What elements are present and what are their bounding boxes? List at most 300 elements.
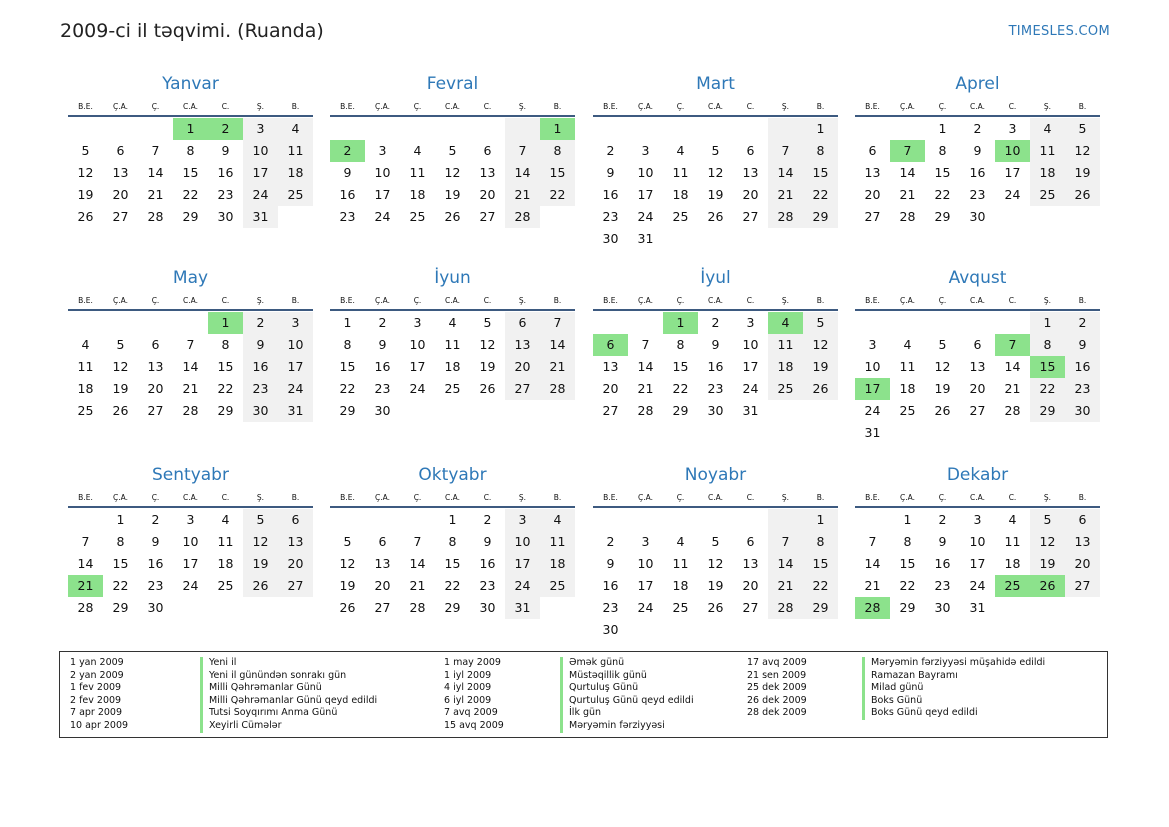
day-cell: 12 (1065, 140, 1100, 162)
day-cell: 19 (1030, 553, 1065, 575)
day-cell: 8 (1030, 334, 1065, 356)
day-cell: 12 (1030, 531, 1065, 553)
weekday-label: C.A. (707, 493, 723, 502)
day-cell: 6 (483, 143, 492, 158)
day-cell: 21 (768, 184, 803, 206)
day-cell: 18 (444, 359, 461, 374)
day-cell: 10 (505, 531, 540, 553)
day-cell: 6 (505, 312, 540, 334)
day-cell: 11 (77, 359, 94, 374)
day-cell: 27 (1065, 575, 1100, 597)
day-cell: 28 (768, 597, 803, 619)
legend-date: 7 avq 2009 (444, 707, 498, 719)
day-cell: 28 (1004, 403, 1021, 418)
day-cell: 13 (1065, 531, 1100, 553)
day-cell: 19 (339, 578, 356, 593)
weekday-label: B. (816, 296, 825, 305)
day-cell: 12 (112, 359, 129, 374)
day-cell: 17 (637, 578, 654, 593)
weekday-header (593, 102, 838, 117)
weekday-label: C.A. (969, 296, 985, 305)
weekday-label: Ş. (518, 102, 527, 111)
day-cell: 25 (409, 209, 426, 224)
day-cell: 10 (969, 534, 986, 549)
day-cell: 15 (899, 556, 916, 571)
empty-day-cell (768, 509, 803, 531)
empty-day-cell (698, 118, 733, 140)
day-cell: 24 (182, 578, 199, 593)
month-block (593, 73, 838, 250)
day-cell: 8 (540, 140, 575, 162)
day-cell: 6 (868, 143, 877, 158)
day-cell: 29 (444, 600, 461, 615)
day-cell: 18 (77, 381, 94, 396)
day-cell: 1 (938, 121, 947, 136)
day-cell: 2 (483, 512, 492, 527)
day-cell: 19 (243, 553, 278, 575)
month-name: İyun (434, 268, 471, 288)
day-cell: 8 (116, 534, 125, 549)
day-cell: 31 (278, 400, 313, 422)
day-cell: 20 (112, 187, 129, 202)
day-cell: 25 (278, 184, 313, 206)
day-cell: 23 (243, 378, 278, 400)
holiday-day-cell: 2 (330, 140, 365, 162)
day-cell: 26 (339, 600, 356, 615)
day-cell: 5 (343, 534, 352, 549)
day-cell: 7 (505, 140, 540, 162)
day-cell: 31 (637, 231, 654, 246)
day-cell: 4 (1008, 512, 1017, 527)
day-cell: 20 (1065, 553, 1100, 575)
holiday-day-cell: 28 (855, 597, 890, 619)
legend-holiday-name: Məryəmin fərziyyəsi müşahidə edildi (862, 657, 1045, 670)
empty-day-cell (855, 118, 890, 140)
empty-day-cell (138, 118, 173, 140)
weekday-label: B.E. (78, 493, 93, 502)
empty-day-cell (435, 118, 470, 140)
legend-holiday-name: Xeyirli Cümələr (200, 720, 377, 733)
empty-day-cell (470, 118, 505, 140)
day-cell: 2 (606, 143, 615, 158)
weekday-label: B. (291, 102, 300, 111)
day-cell: 8 (448, 534, 457, 549)
day-cell: 3 (973, 512, 982, 527)
day-cell: 24 (374, 209, 391, 224)
weekday-header (68, 296, 313, 311)
day-cell: 13 (374, 556, 391, 571)
day-cell: 13 (479, 165, 496, 180)
weekday-label: B. (291, 493, 300, 502)
day-cell: 3 (186, 512, 195, 527)
day-cell: 29 (112, 600, 129, 615)
weekday-label: Ç.A. (374, 296, 390, 305)
day-cell: 8 (938, 143, 947, 158)
day-cell: 29 (803, 206, 838, 228)
weekday-label: Ş. (256, 296, 265, 305)
weekday-header (593, 296, 838, 311)
day-cell: 11 (1004, 534, 1021, 549)
day-cell: 24 (637, 209, 654, 224)
legend-date: 1 yan 2009 (70, 657, 124, 668)
day-cell: 14 (768, 162, 803, 184)
day-cell: 22 (672, 381, 689, 396)
day-cell: 31 (742, 403, 759, 418)
day-cell: 31 (243, 206, 278, 228)
empty-day-cell (628, 118, 663, 140)
day-cell: 12 (707, 556, 724, 571)
weekday-label: Ç.A. (899, 296, 915, 305)
legend-dates-col-1 (70, 657, 128, 733)
day-cell: 29 (899, 600, 916, 615)
day-cell: 30 (602, 231, 619, 246)
day-cell: 3 (505, 509, 540, 531)
day-grid (593, 312, 838, 422)
weekday-label: Ş. (1043, 493, 1052, 502)
weekday-label: Ş. (518, 296, 527, 305)
calendar-grid (68, 0, 1108, 645)
day-cell: 28 (147, 209, 164, 224)
day-cell: 12 (339, 556, 356, 571)
day-grid (330, 118, 575, 228)
day-cell: 27 (742, 209, 759, 224)
weekday-label: Ç. (413, 493, 422, 502)
day-cell: 27 (147, 403, 164, 418)
weekday-label: B. (291, 296, 300, 305)
day-cell: 14 (1004, 359, 1021, 374)
day-cell: 17 (637, 187, 654, 202)
day-cell: 28 (768, 206, 803, 228)
empty-day-cell (593, 118, 628, 140)
day-cell: 9 (151, 534, 160, 549)
day-cell: 7 (151, 143, 160, 158)
day-cell: 13 (742, 556, 759, 571)
empty-day-cell (960, 312, 995, 334)
day-cell: 3 (868, 337, 877, 352)
day-cell: 26 (444, 209, 461, 224)
day-cell: 30 (934, 600, 951, 615)
day-cell: 26 (934, 403, 951, 418)
day-cell: 13 (112, 165, 129, 180)
legend-date: 2 yan 2009 (70, 669, 124, 681)
weekday-label: Ç.A. (637, 102, 653, 111)
legend-holiday-name: Qurtuluş Günü qeyd edildi (560, 695, 694, 708)
day-cell: 18 (899, 381, 916, 396)
empty-day-cell (593, 312, 628, 334)
day-cell: 28 (505, 206, 540, 228)
holiday-day-cell: 17 (855, 378, 890, 400)
day-cell: 29 (217, 403, 234, 418)
day-cell: 30 (969, 209, 986, 224)
weekday-label: C.A. (969, 102, 985, 111)
day-cell: 5 (116, 337, 125, 352)
day-cell: 27 (278, 575, 313, 597)
day-cell: 25 (217, 578, 234, 593)
day-grid (68, 312, 313, 422)
day-cell: 2 (606, 534, 615, 549)
month-name: May (172, 268, 209, 288)
day-cell: 2 (973, 121, 982, 136)
month-block (330, 464, 575, 619)
day-cell: 9 (221, 143, 230, 158)
day-cell: 17 (409, 359, 426, 374)
empty-day-cell (663, 118, 698, 140)
empty-day-cell (663, 509, 698, 531)
day-cell: 24 (864, 403, 881, 418)
legend-holiday-name: Məryəmin fərziyyəsi (560, 720, 694, 733)
weekday-label: Ç.A. (112, 102, 128, 111)
day-cell: 31 (864, 425, 881, 440)
weekday-label: Ç. (413, 296, 422, 305)
day-cell: 9 (606, 556, 615, 571)
day-cell: 29 (339, 403, 356, 418)
day-cell: 11 (409, 165, 426, 180)
legend-holiday-name: Ramazan Bayramı (862, 670, 1045, 683)
weekday-label: Ş. (518, 493, 527, 502)
day-cell: 26 (707, 209, 724, 224)
legend-date: 1 may 2009 (444, 657, 501, 668)
day-cell: 27 (864, 209, 881, 224)
day-cell: 10 (409, 337, 426, 352)
day-cell: 30 (147, 600, 164, 615)
weekday-label: B. (816, 493, 825, 502)
weekday-label: B.E. (865, 102, 880, 111)
weekday-label: Ş. (1043, 102, 1052, 111)
day-cell: 7 (81, 534, 90, 549)
month-name: Yanvar (162, 74, 219, 94)
weekday-header (68, 102, 313, 117)
day-cell: 21 (182, 381, 199, 396)
day-cell: 1 (116, 512, 125, 527)
day-cell: 23 (934, 578, 951, 593)
empty-day-cell (733, 118, 768, 140)
day-cell: 5 (243, 509, 278, 531)
day-cell: 18 (409, 187, 426, 202)
day-cell: 28 (77, 600, 94, 615)
weekday-label: C.A. (182, 102, 198, 111)
holiday-legend (59, 651, 1108, 738)
empty-day-cell (400, 509, 435, 531)
day-cell: 3 (243, 118, 278, 140)
day-cell: 20 (505, 356, 540, 378)
weekday-label: C.A. (969, 493, 985, 502)
day-cell: 24 (505, 575, 540, 597)
holiday-day-cell: 25 (995, 575, 1030, 597)
day-cell: 4 (81, 337, 90, 352)
weekday-label: B.E. (865, 493, 880, 502)
day-cell: 15 (112, 556, 129, 571)
day-cell: 18 (540, 553, 575, 575)
legend-holiday-name: Milli Qəhrəmanlar Günü (200, 682, 377, 695)
day-cell: 28 (540, 378, 575, 400)
day-cell: 2 (938, 512, 947, 527)
day-cell: 11 (278, 140, 313, 162)
day-cell: 14 (864, 556, 881, 571)
day-cell: 5 (1030, 509, 1065, 531)
holiday-day-cell: 26 (1030, 575, 1065, 597)
day-cell: 11 (768, 334, 803, 356)
day-cell: 23 (217, 187, 234, 202)
day-cell: 21 (637, 381, 654, 396)
day-cell: 7 (641, 337, 650, 352)
day-cell: 2 (711, 315, 720, 330)
day-cell: 21 (409, 578, 426, 593)
weekday-label: Ş. (781, 493, 790, 502)
day-cell: 8 (803, 531, 838, 553)
day-cell: 5 (483, 315, 492, 330)
weekday-label: B.E. (340, 102, 355, 111)
day-cell: 24 (969, 578, 986, 593)
day-cell: 5 (448, 143, 457, 158)
day-cell: 16 (934, 556, 951, 571)
legend-date: 4 iyl 2009 (444, 682, 492, 694)
weekday-label: C. (1008, 296, 1017, 305)
weekday-label: Ş. (1043, 296, 1052, 305)
weekday-label: Ç. (676, 493, 685, 502)
weekday-label: C.A. (182, 493, 198, 502)
weekday-label: C. (221, 296, 230, 305)
weekday-label: Ç. (676, 102, 685, 111)
weekday-label: B.E. (340, 296, 355, 305)
weekday-label: C.A. (707, 296, 723, 305)
day-cell: 6 (151, 337, 160, 352)
day-cell: 5 (711, 143, 720, 158)
day-cell: 30 (707, 403, 724, 418)
month-name: Sentyabr (152, 465, 229, 485)
day-grid (68, 509, 313, 619)
day-cell: 26 (479, 381, 496, 396)
legend-names-col-1 (200, 657, 377, 733)
weekday-label: B. (1078, 493, 1087, 502)
month-name: Oktyabr (418, 465, 487, 485)
day-cell: 26 (112, 403, 129, 418)
day-cell: 3 (641, 143, 650, 158)
day-cell: 26 (1065, 184, 1100, 206)
day-cell: 10 (637, 556, 654, 571)
day-cell: 11 (540, 531, 575, 553)
site-brand-link[interactable]: TIMESLES.COM (1008, 24, 1110, 39)
weekday-label: B. (1078, 102, 1087, 111)
day-cell: 4 (448, 315, 457, 330)
day-cell: 12 (479, 337, 496, 352)
day-cell: 8 (903, 534, 912, 549)
empty-day-cell (68, 118, 103, 140)
month-name: İyul (700, 268, 731, 288)
day-cell: 9 (973, 143, 982, 158)
day-cell: 17 (969, 556, 986, 571)
day-cell: 20 (742, 578, 759, 593)
day-cell: 24 (637, 600, 654, 615)
day-cell: 25 (672, 209, 689, 224)
day-cell: 14 (77, 556, 94, 571)
day-cell: 27 (479, 209, 496, 224)
day-grid (593, 118, 838, 250)
day-cell: 28 (182, 403, 199, 418)
day-cell: 13 (742, 165, 759, 180)
legend-holiday-name: Boks Günü qeyd edildi (862, 707, 1045, 720)
weekday-label: B.E. (603, 296, 618, 305)
day-cell: 11 (672, 165, 689, 180)
day-cell: 16 (707, 359, 724, 374)
weekday-label: C. (746, 296, 755, 305)
legend-holiday-name: Yeni il günündən sonrakı gün (200, 670, 377, 683)
day-cell: 2 (1065, 312, 1100, 334)
day-cell: 19 (707, 187, 724, 202)
day-cell: 25 (1030, 184, 1065, 206)
day-cell: 13 (505, 334, 540, 356)
day-cell: 28 (899, 209, 916, 224)
legend-holiday-name: Boks Günü (862, 695, 1045, 708)
weekday-label: C. (483, 102, 492, 111)
day-cell: 14 (409, 556, 426, 571)
day-cell: 19 (444, 187, 461, 202)
holiday-day-cell: 2 (208, 118, 243, 140)
day-cell: 14 (505, 162, 540, 184)
day-cell: 23 (602, 209, 619, 224)
day-cell: 10 (864, 359, 881, 374)
weekday-header (330, 296, 575, 311)
day-cell: 10 (182, 534, 199, 549)
weekday-label: C. (746, 102, 755, 111)
day-cell: 18 (672, 578, 689, 593)
day-cell: 21 (1004, 381, 1021, 396)
empty-day-cell (365, 509, 400, 531)
day-cell: 12 (803, 334, 838, 356)
day-cell: 18 (1004, 556, 1021, 571)
holiday-day-cell: 1 (208, 312, 243, 334)
day-cell: 11 (217, 534, 234, 549)
weekday-label: Ç.A. (374, 493, 390, 502)
legend-dates-col-3 (747, 657, 807, 720)
day-cell: 20 (479, 187, 496, 202)
day-cell: 10 (243, 140, 278, 162)
day-cell: 16 (147, 556, 164, 571)
day-cell: 15 (934, 165, 951, 180)
day-cell: 11 (444, 337, 461, 352)
day-cell: 18 (217, 556, 234, 571)
legend-holiday-name: Müstəqillik günü (560, 670, 694, 683)
day-cell: 22 (540, 184, 575, 206)
empty-day-cell (173, 312, 208, 334)
holiday-day-cell: 10 (995, 140, 1030, 162)
day-cell: 4 (676, 143, 685, 158)
legend-date: 26 dek 2009 (747, 694, 807, 706)
day-cell: 11 (1030, 140, 1065, 162)
weekday-label: Ç.A. (637, 493, 653, 502)
day-cell: 4 (1030, 118, 1065, 140)
day-cell: 17 (243, 162, 278, 184)
day-cell: 21 (899, 187, 916, 202)
day-cell: 30 (479, 600, 496, 615)
weekday-label: Ş. (256, 102, 265, 111)
legend-date: 28 dek 2009 (747, 707, 807, 719)
day-cell: 27 (112, 209, 129, 224)
day-cell: 8 (186, 143, 195, 158)
day-cell: 23 (339, 209, 356, 224)
month-block (593, 267, 838, 422)
empty-day-cell (365, 118, 400, 140)
weekday-label: C. (1008, 493, 1017, 502)
legend-holiday-name: Yeni il (200, 657, 377, 670)
day-cell: 20 (374, 578, 391, 593)
empty-day-cell (890, 312, 925, 334)
holiday-day-cell: 6 (593, 334, 628, 356)
day-cell: 6 (378, 534, 387, 549)
day-cell: 6 (973, 337, 982, 352)
day-cell: 31 (505, 597, 540, 619)
day-cell: 1 (1030, 312, 1065, 334)
day-cell: 27 (742, 600, 759, 615)
